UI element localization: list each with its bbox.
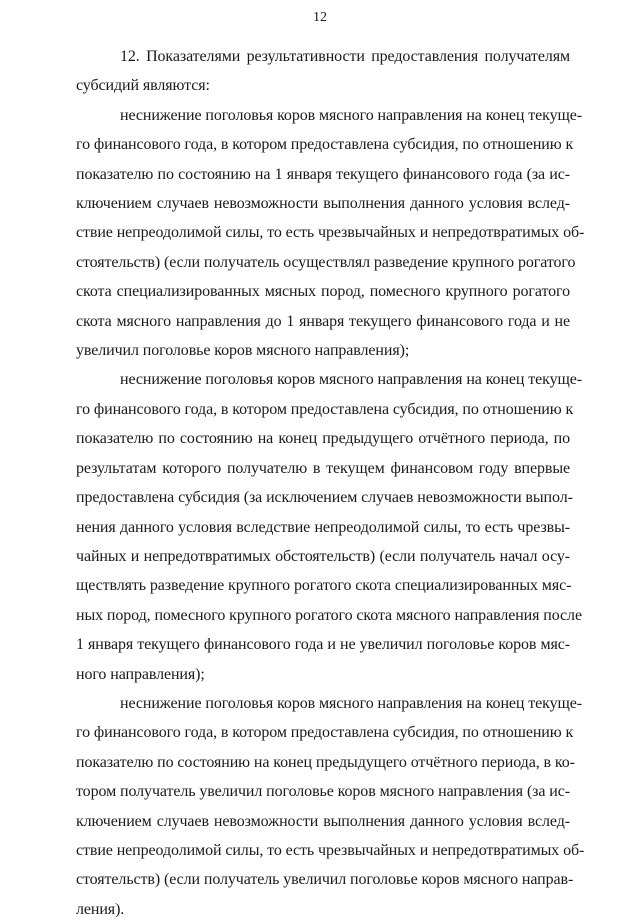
text-line: показателю по состоянию на конец предыдущего отчётного периода, по	[76, 430, 570, 448]
text-line: чайных и непредотвратимых обстоятельств) (если получатель начал осу-	[76, 547, 570, 565]
text-line: го финансового года, в котором предоставлена субсидия, по отношению к	[76, 136, 574, 154]
text-line: результатам которого получателю в текущем финансовом году впервые	[76, 459, 570, 477]
text-line: предоставлена субсидия (за исключением случаев невозможности выпол-	[76, 489, 573, 507]
text-line: го финансового года, в котором предоставлена субсидия, по отношению к	[76, 400, 574, 418]
text-line: ных пород, помесного крупного рогатого скота мясного направления после	[76, 606, 582, 624]
text-line: субсидий являются:	[76, 77, 210, 95]
page-number: 12	[313, 10, 327, 25]
text-line: неснижение поголовья коров мясного направления на конец текуще-	[120, 106, 582, 124]
text-line: нения данного условия вследствие непреодолимой силы, то есть чрезвы-	[76, 518, 570, 536]
paragraph-indicator-2	[76, 365, 582, 688]
text-line: тором получатель увеличил поголовье коров мясного направления (за ис-	[76, 783, 570, 801]
paragraph-indicator-3	[76, 689, 585, 924]
text-line: ствие непреодолимой силы, то есть чрезвычайных и непредотвратимых об-	[76, 224, 585, 242]
text-line: стоятельств) (если получатель увеличил поголовье коров мясного направ-	[76, 871, 574, 889]
text-line: 1 января текущего финансового года и не увеличил поголовье коров мяс-	[76, 636, 570, 654]
text-line: ключением случаев невозможности выполнения данного условия вслед-	[76, 195, 570, 213]
text-line: увеличил поголовье коров мясного направления);	[76, 342, 410, 360]
paragraph-indicator-1	[76, 101, 585, 366]
text-line: скота мясного направления до 1 января текущего финансового года и не	[76, 312, 570, 330]
text-line: показателю по состоянию на конец предыдущего отчётного периода, в ко-	[76, 753, 575, 771]
text-line: ствие непреодолимой силы, то есть чрезвычайных и непредотвратимых об-	[76, 841, 585, 859]
text-line: ного направления);	[76, 665, 205, 683]
text-line: скота специализированных мясных пород, помесного крупного рогатого	[76, 283, 570, 301]
document-body	[76, 42, 585, 924]
text-line: го финансового года, в котором предоставлена субсидия, по отношению к	[76, 724, 574, 742]
text-line: ключением случаев невозможности выполнения данного условия вслед-	[76, 812, 570, 830]
text-line: стоятельств) (если получатель осуществлял разведение крупного рогатого	[76, 253, 576, 271]
text-line: ществлять разведение крупного рогатого скота специализированных мяс-	[76, 577, 572, 595]
text-line: неснижение поголовья коров мясного направления на конец текуще-	[120, 694, 582, 712]
text-line: 12. Показателями результативности предоставления получателям	[120, 48, 570, 65]
paragraph-item-12	[76, 42, 570, 101]
text-line: неснижение поголовья коров мясного направления на конец текуще-	[120, 371, 582, 389]
text-line: ления).	[76, 900, 125, 918]
text-line: показателю по состоянию на 1 января текущего финансового года (за ис-	[76, 165, 570, 183]
